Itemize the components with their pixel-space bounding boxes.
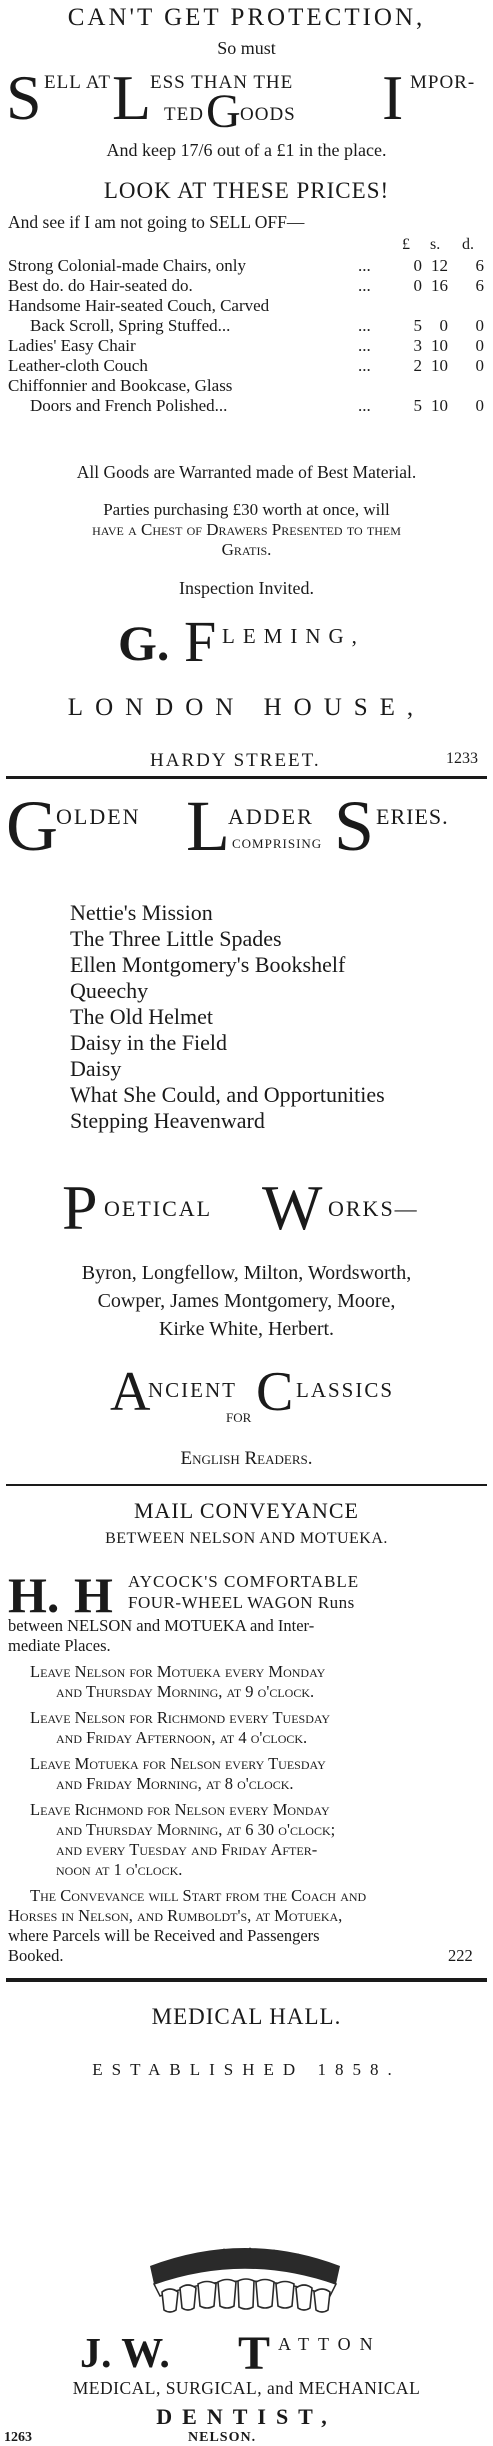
ad1-london-house: LONDON HOUSE, [67,694,426,721]
ad2-orks: ORKS— [328,1196,419,1221]
ad4-atton: ATTON [278,2334,382,2354]
ad3-cap-h2: H [74,1567,113,1623]
ad2-poets-3: Kirke White, Herbert. [158,1318,335,1340]
ad1-ted: TED [164,104,204,125]
ad2-cap-g: G [6,786,58,866]
divider [6,1484,487,1486]
currency-pence: d. [462,236,474,253]
ad3-conveyance-1: The Convevance will Start from the Coach and [30,1886,367,1905]
ad2-poets-2: Cowper, James Montgomery, Moore, [97,1290,396,1312]
ad2-cap-s: S [334,786,375,866]
item-name: Doors and French Polished... [30,396,228,415]
ad1-cap-g-dot: G. [118,615,170,671]
ad2-cap-a: A [110,1361,151,1423]
schedule-2a: Leave Nelson for Richmond every Tuesday [30,1708,331,1727]
ad1-warranted: All Goods are Warranted made of Best Material. [76,462,417,482]
item-pounds: 0 [413,276,422,295]
item-pounds: 0 [413,256,422,275]
ad4-nelson: NELSON. [188,2430,257,2445]
ad1-look-heading: LOOK AT THESE PRICES! [103,178,390,203]
ad3-line-2: FOUR-WHEEL WAGON Runs [128,1593,355,1612]
book-list-item: Daisy [70,1056,122,1081]
schedule-4c: and every Tuesday and Friday After- [56,1840,318,1859]
ad1-parties-3: Gratis. [221,540,272,559]
item-name: Best do. do Hair-seated do. [8,276,193,295]
ad1-keep-line: And keep 17/6 out of a £1 in the place. [106,140,387,160]
ad2-olden: OLDEN [56,804,141,829]
item-dots: ... [358,316,371,335]
ad1-oods: OODS [240,104,296,125]
ad1-cap-f: F [184,609,217,674]
ad1-ell-at: ELL AT [44,72,112,93]
item-pounds: 3 [413,336,422,355]
ad3-subtitle: BETWEEN NELSON AND MOTUEKA. [105,1530,388,1547]
ad4-jw: J. W. [80,2331,170,2377]
schedule-1a: Leave Nelson for Motueka every Monday [30,1662,326,1681]
divider [6,776,487,779]
dentures-illustration [140,2236,350,2326]
book-list-item: Nettie's Mission [70,900,213,925]
schedule-4b: and Thursday Morning, at 6 30 o'clock; [56,1820,336,1839]
schedule-3b: and Friday Morning, at 8 o'clock. [56,1774,294,1793]
ad3-line-4: mediate Places. [8,1636,111,1655]
ad1-cap-i: I [382,62,404,133]
ad2-oetical: OETICAL [104,1196,213,1221]
ad3-cap-h1: H. [8,1567,60,1623]
currency-pound: £ [402,236,410,253]
ad2-cap-w: W [262,1172,323,1243]
ad3-line-3: between NELSON and MOTUEKA and Inter- [8,1616,315,1635]
book-list-item: The Three Little Spades [70,926,282,951]
item-name: Back Scroll, Spring Stuffed... [30,316,231,335]
ad1-ess-than-the: ESS THAN THE [150,72,294,93]
item-name: Ladies' Easy Chair [8,336,136,355]
ad1-heading: CAN'T GET PROTECTION, [67,4,426,31]
ad1-parties-2: have a Chest of Drawers Presented to them [92,520,401,539]
ad3-conveyance-2: Horses in Nelson, and Rumboldt's, at Motueka, [8,1906,343,1925]
ad2-cap-l: L [186,786,230,866]
ad4-established: ESTABLISHED 1858. [92,2060,401,2079]
ad1-mpor: MPOR- [410,72,476,93]
ad4-cap-t: T [238,2327,271,2380]
item-pounds: 5 [413,316,422,335]
book-list-item: Queechy [70,978,149,1003]
book-list-item: Daisy in the Field [70,1030,228,1055]
item-pounds: 5 [413,396,422,415]
ad4-dentist: DENTIST, [156,2404,337,2429]
ad2-english-readers: English Readers. [180,1448,313,1469]
ad4-title: MEDICAL HALL. [151,2004,342,2029]
item-dots: ... [358,336,371,355]
ad2-comprising: COMPRISING [232,836,323,851]
ad1-see-line: And see if I am not going to SELL OFF— [8,212,305,232]
ad2-lassics: LASSICS [296,1378,395,1402]
item-pounds: 2 [413,356,422,375]
ad2-ncient: NCIENT [148,1378,237,1402]
ad3-conveyance-3: where Parcels will be Received and Passengers [8,1926,320,1945]
book-list-item: The Old Helmet [70,1004,213,1029]
item-pence: 0 [475,396,484,415]
schedule-3a: Leave Motueka for Nelson every Tuesday [30,1754,326,1773]
item-shillings: 12 [431,256,448,275]
item-pence: 6 [475,256,484,275]
ad1-leming: LEMING, [222,624,365,648]
ad1-cap-l: L [112,62,152,133]
item-dots: ... [358,356,371,375]
schedule-1b: and Thursday Morning, at 9 o'clock. [56,1682,315,1701]
item-name: Leather-cloth Couch [8,356,148,375]
ad4-ref: 1263 [4,2430,32,2445]
ad1-hardy-street: HARDY STREET. [150,750,321,771]
item-dots: ... [358,256,371,275]
ad1-cap-s: S [6,62,42,133]
ad2-eries: ERIES. [376,804,449,829]
schedule-4d: noon at 1 o'clock. [56,1860,183,1879]
ad1-inspection: Inspection Invited. [179,578,314,598]
book-list-item: Stepping Heavenward [70,1108,265,1133]
currency-shillings: s. [430,236,441,253]
book-list-item: Ellen Montgomery's Bookshelf [70,952,346,977]
ad2-adder: ADDER [228,804,314,829]
item-shillings: 16 [431,276,448,295]
ad2-cap-c: C [256,1361,294,1423]
item-name: Handsome Hair-seated Couch, Carved [8,296,270,315]
item-shillings: 0 [439,316,448,335]
ad3-conveyance-4: Booked. [8,1946,64,1965]
item-shillings: 10 [431,356,448,375]
ad1-so-must: So must [217,38,276,58]
ad2-for: FOR [226,1410,252,1425]
item-pence: 0 [475,316,484,335]
ad1-cap-g: G [206,85,241,138]
book-list-item: What She Could, and Opportunities [70,1082,385,1107]
item-name: Strong Colonial-made Chairs, only [8,256,246,275]
ad1-parties-1: Parties purchasing £30 worth at once, will [103,500,390,519]
ad3-line-1: AYCOCK'S COMFORTABLE [128,1572,360,1591]
ad3-title: MAIL CONVEYANCE [133,1498,359,1523]
schedule-4a: Leave Richmond for Nelson every Monday [30,1800,330,1819]
ad4-line1: MEDICAL, SURGICAL, and MECHANICAL [72,2378,421,2398]
ad2-cap-p: P [62,1172,98,1243]
item-pence: 6 [475,276,484,295]
ad1-ref: 1233 [446,750,478,767]
ad3-ref: 222 [448,1946,473,1965]
ad2-poets-1: Byron, Longfellow, Milton, Wordsworth, [81,1262,412,1284]
item-pence: 0 [475,336,484,355]
item-pence: 0 [475,356,484,375]
item-name: Chiffonnier and Bookcase, Glass [8,376,233,395]
schedule-2b: and Friday Afternoon, at 4 o'clock. [56,1728,308,1747]
item-shillings: 10 [431,336,448,355]
item-dots: ... [358,396,371,415]
item-shillings: 10 [431,396,448,415]
divider [6,1978,487,1982]
item-dots: ... [358,276,371,295]
